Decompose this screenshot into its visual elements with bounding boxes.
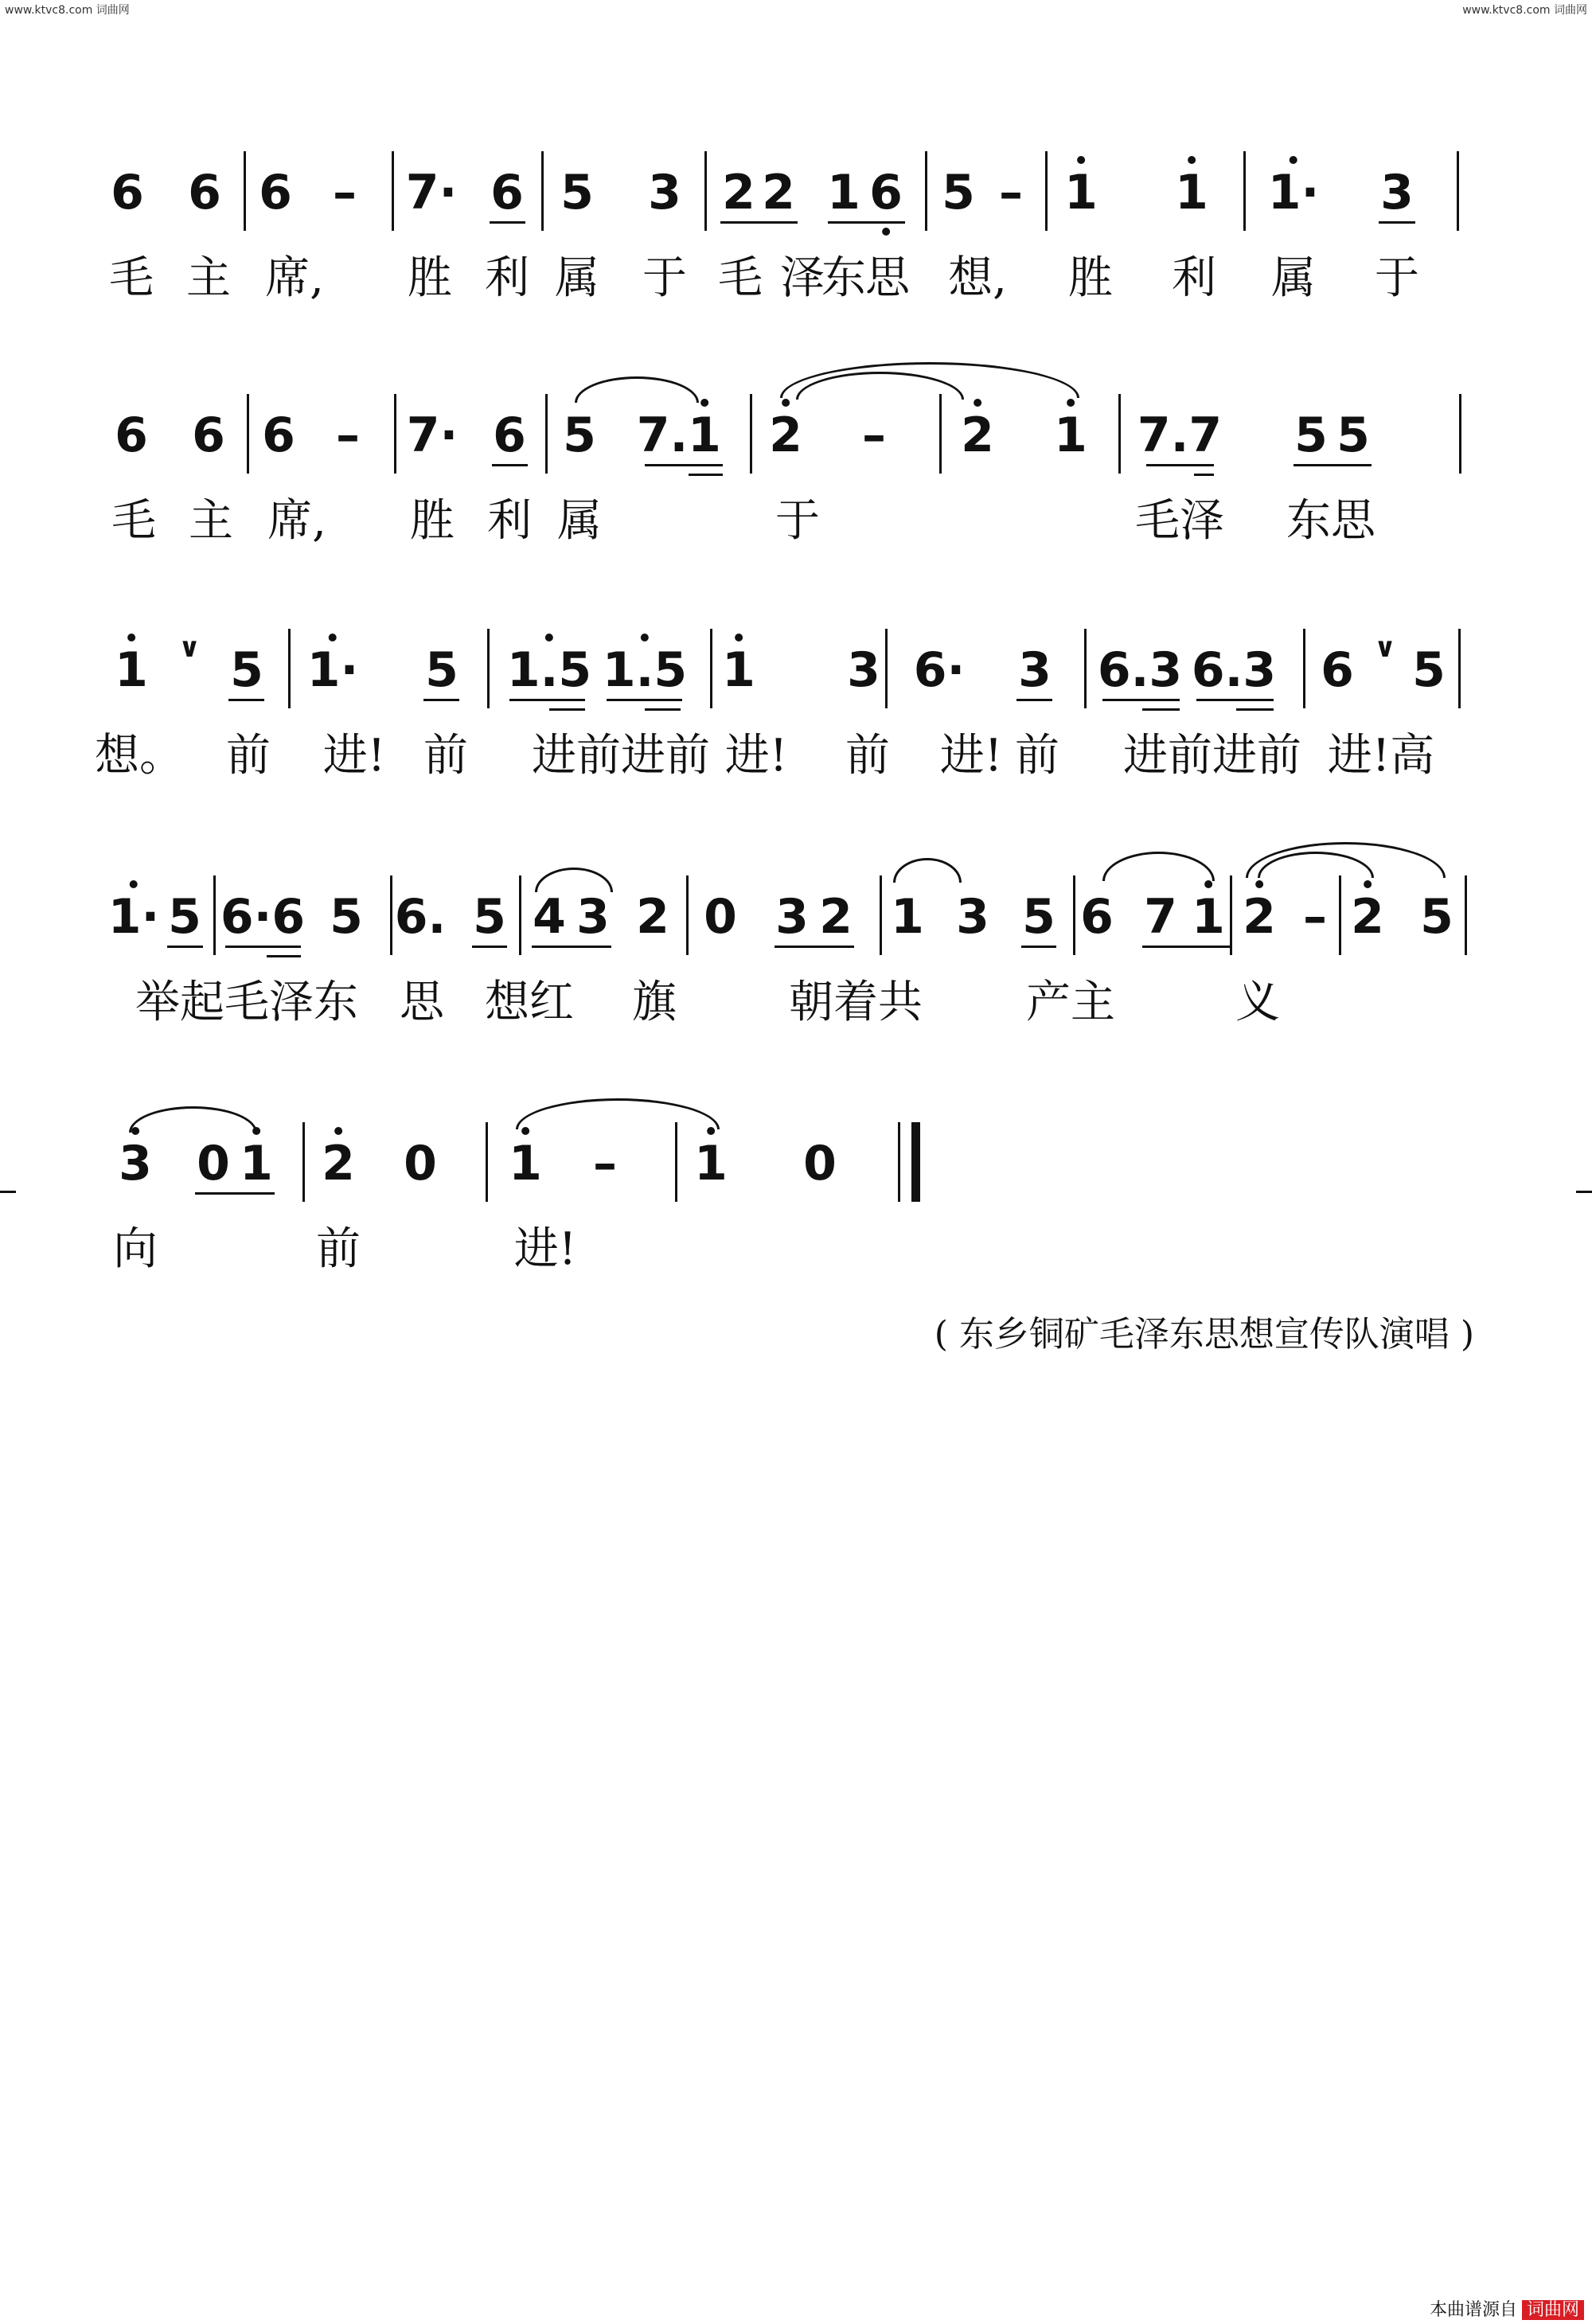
lyric: 东 bbox=[821, 252, 866, 304]
underline bbox=[1194, 474, 1214, 476]
lyric: 前 bbox=[845, 730, 890, 782]
barline bbox=[247, 394, 249, 474]
lyric: 进前进前 bbox=[532, 730, 710, 782]
note-high: 1 bbox=[688, 407, 721, 463]
note: 5 bbox=[473, 889, 506, 945]
note: 6 bbox=[188, 165, 221, 220]
performer-credit: ( 东乡铜矿毛泽东思想宣传队演唱 ) bbox=[934, 1314, 1474, 1355]
note: 5 bbox=[230, 642, 263, 698]
note: – bbox=[333, 165, 357, 220]
underline bbox=[1021, 946, 1056, 948]
underline bbox=[472, 946, 507, 948]
margin-tick-right bbox=[1576, 1191, 1592, 1193]
lyric: 胜 bbox=[408, 252, 452, 304]
note-high: 2 bbox=[322, 1136, 355, 1191]
notes-row-2 bbox=[0, 394, 1592, 482]
slur bbox=[516, 1098, 720, 1129]
notes-row-1 bbox=[0, 151, 1592, 239]
note: – bbox=[999, 165, 1023, 220]
lyric: 毛 bbox=[718, 252, 763, 304]
note: 6 bbox=[111, 165, 144, 220]
barline bbox=[925, 151, 927, 231]
note: 6 bbox=[259, 165, 292, 220]
footer-brand-link[interactable]: 词曲网 bbox=[1522, 2300, 1584, 2320]
barline bbox=[1073, 875, 1075, 955]
lyric: 进!高 bbox=[1327, 730, 1435, 782]
underline bbox=[490, 221, 525, 224]
note-high: 2 bbox=[769, 407, 802, 463]
underline bbox=[1142, 946, 1230, 948]
lyric: 朝着共 bbox=[789, 977, 923, 1028]
lyric: 想红 bbox=[485, 977, 574, 1028]
lyric: 举起毛泽东 bbox=[135, 977, 358, 1028]
note: 0 bbox=[704, 889, 737, 945]
note: 5 bbox=[1420, 889, 1453, 945]
breath-mark: ∨ bbox=[178, 632, 201, 664]
underline bbox=[267, 955, 301, 957]
note: 3 bbox=[956, 889, 989, 945]
note: 6· bbox=[913, 642, 966, 698]
note-high: 1· bbox=[306, 642, 359, 698]
barline bbox=[519, 875, 521, 955]
header-left-watermark: www.ktvc8.com 词曲网 bbox=[5, 4, 130, 17]
lyric: 东思 bbox=[1286, 495, 1375, 547]
note: 3 bbox=[648, 165, 681, 220]
lyric: 进前进前 bbox=[1123, 730, 1301, 782]
notes-row-3 bbox=[0, 629, 1592, 716]
lyric: 想, bbox=[948, 252, 1007, 304]
underline bbox=[195, 1192, 275, 1195]
note: – bbox=[336, 407, 360, 463]
underline bbox=[228, 699, 264, 701]
underline bbox=[720, 221, 798, 224]
lyric: 利 bbox=[485, 252, 529, 304]
lyric: 思 bbox=[400, 977, 444, 1028]
note: – bbox=[1303, 889, 1327, 945]
margin-tick-left bbox=[0, 1191, 16, 1193]
barline bbox=[390, 875, 392, 955]
lyric: 胜 bbox=[410, 495, 455, 547]
note: 5 bbox=[1412, 642, 1446, 698]
barline bbox=[1045, 151, 1048, 231]
lyric: 利 bbox=[487, 495, 532, 547]
note: 3 bbox=[1380, 165, 1414, 220]
underline bbox=[532, 946, 611, 948]
final-barline bbox=[911, 1122, 920, 1202]
note-high: 1 bbox=[1054, 407, 1087, 463]
note: 6 bbox=[1080, 889, 1114, 945]
underline bbox=[1294, 464, 1372, 466]
underline bbox=[423, 699, 459, 701]
note-high: 1· bbox=[107, 889, 160, 945]
header-right-watermark: www.ktvc8.com 词曲网 bbox=[1462, 4, 1587, 17]
barline bbox=[1084, 629, 1087, 708]
note: 1 bbox=[891, 889, 924, 945]
underline bbox=[607, 699, 682, 701]
note: 0 bbox=[803, 1136, 837, 1191]
note: 6. bbox=[394, 889, 447, 945]
note-high: 2 bbox=[1243, 889, 1276, 945]
lyric: 毛泽 bbox=[1135, 495, 1224, 547]
underline bbox=[549, 708, 585, 711]
note: 7· bbox=[406, 407, 458, 463]
note-high: 1 bbox=[240, 1136, 273, 1191]
barline bbox=[545, 394, 548, 474]
note: 6·6 bbox=[220, 889, 306, 945]
barline bbox=[394, 394, 396, 474]
barline bbox=[288, 629, 291, 708]
note: 0 bbox=[404, 1136, 437, 1191]
lyric: 毛 bbox=[111, 495, 156, 547]
note: 5 bbox=[425, 642, 458, 698]
note: 2 bbox=[636, 889, 669, 945]
underline bbox=[1379, 221, 1415, 224]
underline bbox=[492, 464, 528, 466]
lyric: 属 bbox=[1271, 252, 1316, 304]
note: 7 bbox=[1144, 889, 1177, 945]
barline bbox=[939, 394, 942, 474]
lyric: 进! bbox=[322, 730, 386, 782]
note: 7.7 bbox=[1137, 407, 1223, 463]
barline bbox=[1303, 629, 1305, 708]
lyric: 前 bbox=[316, 1223, 361, 1275]
note: 0 bbox=[197, 1136, 230, 1191]
note: 6.3 bbox=[1191, 642, 1277, 698]
note: 3 bbox=[775, 889, 809, 945]
note: – bbox=[593, 1136, 617, 1191]
note-high: 2 bbox=[961, 407, 994, 463]
underline bbox=[1146, 464, 1214, 466]
barline bbox=[1457, 151, 1459, 231]
note: 1 bbox=[827, 165, 860, 220]
underline bbox=[1196, 699, 1274, 701]
note: 6 bbox=[262, 407, 295, 463]
lyric: 进! bbox=[513, 1223, 577, 1275]
lyric: 席, bbox=[265, 252, 324, 304]
barline bbox=[1230, 875, 1232, 955]
underline bbox=[1236, 708, 1274, 711]
underline bbox=[167, 946, 203, 948]
note-high: 2 bbox=[1351, 889, 1384, 945]
note-high: 1 bbox=[694, 1136, 728, 1191]
note: 5 bbox=[563, 407, 596, 463]
lyric: 进! bbox=[939, 730, 1003, 782]
note: 3 bbox=[576, 889, 610, 945]
note-high: 1 bbox=[115, 642, 148, 698]
lyric: 产主 bbox=[1026, 977, 1115, 1028]
barline bbox=[213, 875, 216, 955]
underline bbox=[1016, 699, 1052, 701]
slur bbox=[575, 376, 699, 403]
note-high: 1 bbox=[1175, 165, 1208, 220]
slur bbox=[129, 1106, 257, 1133]
note: 3 bbox=[847, 642, 880, 698]
underline bbox=[1102, 699, 1180, 701]
footer-source bbox=[1430, 2296, 1584, 2321]
lyric: 前 bbox=[1015, 730, 1059, 782]
note: 7. bbox=[636, 407, 689, 463]
barline bbox=[898, 1122, 900, 1202]
lyric: 义 bbox=[1235, 977, 1280, 1028]
lyric: 泽 bbox=[780, 252, 825, 304]
lyric: 属 bbox=[555, 252, 599, 304]
note: 5 bbox=[330, 889, 363, 945]
note: 6 bbox=[192, 407, 225, 463]
barline bbox=[541, 151, 544, 231]
lyric: 属 bbox=[557, 495, 602, 547]
underline bbox=[689, 474, 723, 476]
footer-label: 本曲谱源自 bbox=[1429, 2300, 1517, 2320]
note-high: 1.5 bbox=[602, 642, 688, 698]
lyric: 于 bbox=[1375, 252, 1419, 304]
lyric: 于 bbox=[775, 495, 820, 547]
note: 5 bbox=[560, 165, 594, 220]
barline bbox=[1458, 629, 1461, 708]
underline bbox=[645, 708, 681, 711]
barline bbox=[1465, 875, 1467, 955]
note: 6.3 bbox=[1097, 642, 1183, 698]
barline bbox=[1118, 394, 1121, 474]
barline bbox=[487, 629, 490, 708]
lyric: 向 bbox=[113, 1223, 158, 1275]
note-high: 1 bbox=[509, 1136, 542, 1191]
lyric: 胜 bbox=[1068, 252, 1113, 304]
barline bbox=[244, 151, 246, 231]
lyric: 于 bbox=[642, 252, 687, 304]
underline bbox=[509, 699, 585, 701]
lyric: 旗 bbox=[632, 977, 677, 1028]
notes-row-4 bbox=[0, 875, 1592, 963]
note: 2 bbox=[819, 889, 853, 945]
note: – bbox=[862, 407, 886, 463]
note: 4 bbox=[533, 889, 566, 945]
note-high: 1 bbox=[1064, 165, 1098, 220]
lyric: 主 bbox=[189, 495, 233, 547]
barline bbox=[1243, 151, 1246, 231]
barline bbox=[750, 394, 752, 474]
underline bbox=[775, 946, 854, 948]
lyric: 席, bbox=[267, 495, 326, 547]
notes-row-5 bbox=[0, 1122, 1592, 1210]
note-high: 3 bbox=[119, 1136, 152, 1191]
lyric: 进! bbox=[724, 730, 788, 782]
underline bbox=[1142, 708, 1180, 711]
note: 2 bbox=[762, 165, 795, 220]
barline bbox=[486, 1122, 488, 1202]
note: 6 bbox=[490, 165, 524, 220]
underline bbox=[645, 464, 723, 466]
breath-mark: ∨ bbox=[1374, 632, 1396, 664]
note-high: 1.5 bbox=[506, 642, 592, 698]
note: 5 bbox=[942, 165, 975, 220]
barline bbox=[392, 151, 394, 231]
slur bbox=[1102, 852, 1215, 881]
lyric: 主 bbox=[186, 252, 231, 304]
underline bbox=[225, 946, 301, 948]
note: 5 bbox=[1294, 407, 1328, 463]
note: 5 bbox=[1022, 889, 1055, 945]
lyric: 思 bbox=[865, 252, 910, 304]
note: 7· bbox=[405, 165, 458, 220]
barline bbox=[302, 1122, 305, 1202]
lyric: 前 bbox=[423, 730, 468, 782]
note: 6 bbox=[1321, 642, 1354, 698]
barline bbox=[704, 151, 707, 231]
barline bbox=[675, 1122, 677, 1202]
lyric: 前 bbox=[226, 730, 271, 782]
note: 6 bbox=[115, 407, 148, 463]
lyric: 毛 bbox=[109, 252, 154, 304]
slur bbox=[893, 858, 962, 883]
barline bbox=[885, 629, 888, 708]
note: 5 bbox=[1336, 407, 1370, 463]
note-high: 1 bbox=[722, 642, 755, 698]
barline bbox=[1339, 875, 1341, 955]
underline bbox=[828, 221, 905, 224]
note-high: 1· bbox=[1267, 165, 1320, 220]
note: 6 bbox=[493, 407, 526, 463]
note-low: 6 bbox=[869, 165, 903, 220]
lyric: 利 bbox=[1172, 252, 1216, 304]
note: 2 bbox=[722, 165, 755, 220]
barline bbox=[880, 875, 882, 955]
note-high: 1 bbox=[1192, 889, 1225, 945]
lyric: 想。 bbox=[95, 730, 184, 782]
barline bbox=[1459, 394, 1461, 474]
barline bbox=[710, 629, 712, 708]
note: 5 bbox=[168, 889, 201, 945]
barline bbox=[686, 875, 689, 955]
note: 3 bbox=[1018, 642, 1052, 698]
